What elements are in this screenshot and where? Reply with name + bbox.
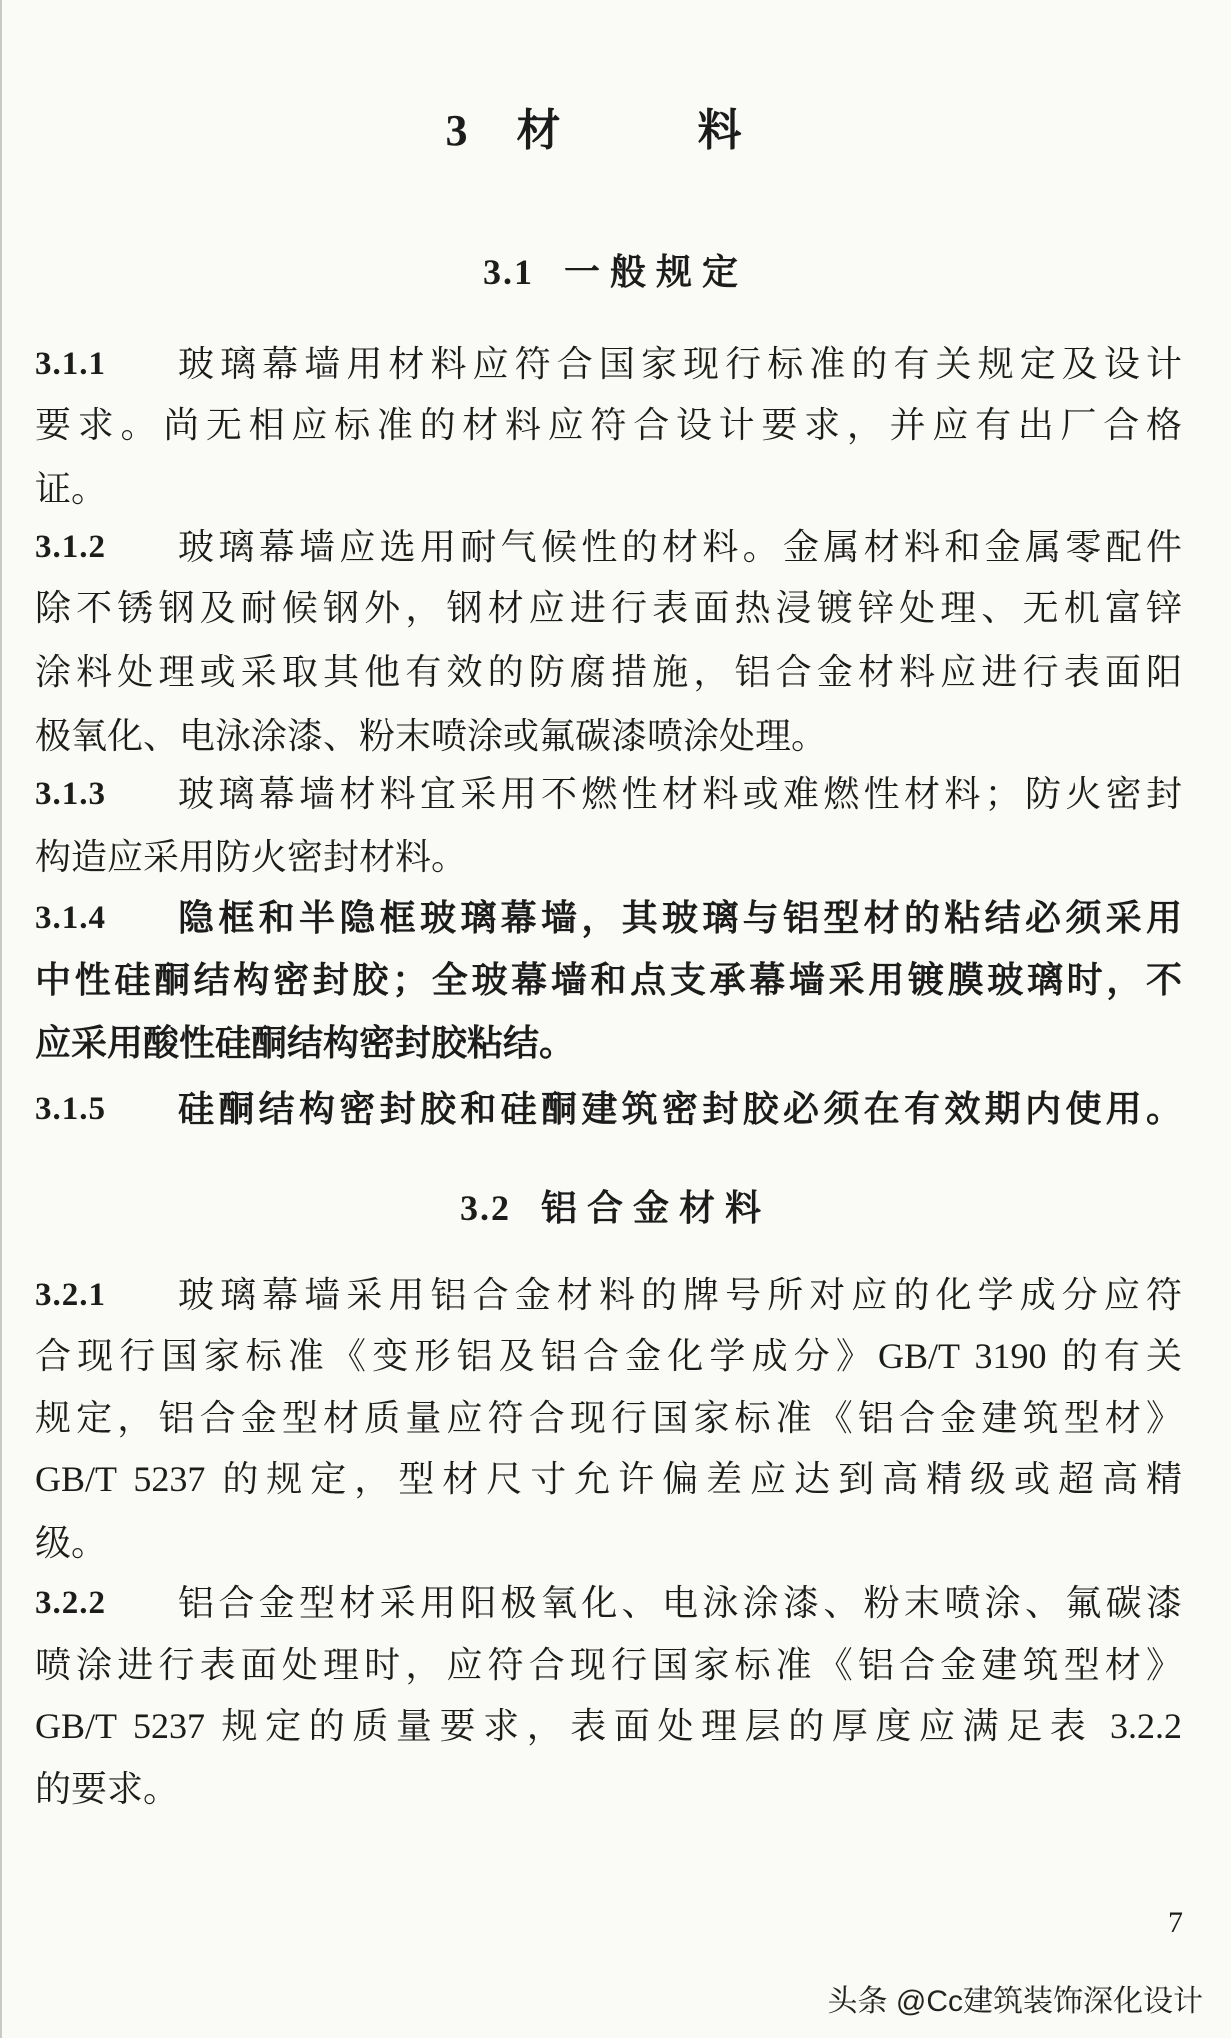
clause-number: 3.2.2	[35, 1585, 106, 1621]
clause-text: 隐框和半隐框玻璃幕墙，其玻璃与铝型材的粘结必须采用	[178, 898, 1182, 938]
clause-text: 玻璃幕墙采用铝合金材料的牌号所对应的化学成分应符	[178, 1275, 1182, 1315]
clause-number: 3.1.2	[35, 529, 106, 565]
clause-line	[35, 1078, 1182, 1140]
clause-number: 3.1.1	[35, 346, 106, 382]
clause-line: GB/T 5237 规定的质量要求，表面处理层的厚度应满足表 3.2.2	[35, 1706, 1182, 1746]
clause-line: 涂料处理或采取其他有效的防腐措施，铝合金材料应进行表面阳	[35, 652, 1182, 692]
clause-line	[35, 887, 1182, 949]
clause-text: 铝合金型材采用阳极氧化、电泳涂漆、粉末喷涂、氟碳漆	[178, 1583, 1182, 1623]
section-title: 铝合金材料	[540, 1188, 771, 1228]
clause-line	[35, 763, 1182, 825]
page-number: 7	[1168, 1906, 1183, 1939]
watermark: 头条 @Cc建筑装饰深化设计	[827, 1985, 1203, 2018]
clause-line: 的要求。	[35, 1769, 180, 1809]
clause-text: 玻璃幕墙应选用耐气候性的材料。金属材料和金属零配件	[178, 527, 1182, 567]
clause-line	[35, 1264, 1182, 1326]
clause-line: 要求。尚无相应标准的材料应符合设计要求，并应有出厂合格	[35, 405, 1182, 445]
clause-text: 玻璃幕墙材料宜采用不燃性材料或难燃性材料；防火密封	[178, 774, 1182, 814]
chapter-title	[0, 94, 1231, 158]
clause-line: 应采用酸性硅酮结构密封胶粘结。	[35, 1023, 576, 1063]
clause-line: 证。	[35, 469, 108, 509]
section-heading	[0, 1180, 1231, 1231]
clause-line: 除不锈钢及耐候钢外，钢材应进行表面热浸镀锌处理、无机富锌	[35, 588, 1182, 628]
section-number: 3.1	[482, 252, 534, 292]
clause-line: 构造应采用防火密封材料。	[35, 837, 468, 877]
clause-line: 中性硅酮结构密封胶；全玻幕墙和点支承幕墙采用镀膜玻璃时，不	[35, 960, 1182, 1000]
clause-text: 硅酮结构密封胶和硅酮建筑密封胶必须在有效期内使用。	[178, 1089, 1182, 1129]
clause-number: 3.1.4	[35, 900, 106, 936]
clause-line: 合现行国家标准《变形铝及铝合金化学成分》GB/T 3190 的有关	[35, 1336, 1182, 1376]
chapter-title-char: 材	[516, 106, 563, 155]
section-title: 一般规定	[563, 252, 748, 292]
section-heading	[0, 244, 1231, 295]
clause-number: 3.1.3	[35, 776, 106, 812]
clause-line	[35, 333, 1182, 395]
clause-line: 级。	[35, 1523, 108, 1563]
chapter-number: 3	[445, 106, 470, 155]
clause-line: 极氧化、电泳涂漆、粉末喷涂或氟碳漆喷涂处理。	[35, 716, 828, 756]
clause-line: 喷涂进行表面处理时，应符合现行国家标准《铝合金建筑型材》	[35, 1645, 1182, 1685]
clause-text: 玻璃幕墙用材料应符合国家现行标准的有关规定及设计	[178, 344, 1182, 384]
page-edge	[0, 0, 2, 2038]
clause-line: 规定，铝合金型材质量应符合现行国家标准《铝合金建筑型材》	[35, 1398, 1182, 1438]
clause-line	[35, 1572, 1182, 1634]
chapter-title-char: 料	[697, 106, 744, 155]
clause-number: 3.2.1	[35, 1277, 106, 1313]
clause-line	[35, 516, 1182, 578]
section-number: 3.2	[459, 1188, 511, 1228]
clause-line: GB/T 5237 的规定，型材尺寸允许偏差应达到高精级或超高精	[35, 1459, 1182, 1499]
clause-number: 3.1.5	[35, 1091, 106, 1127]
